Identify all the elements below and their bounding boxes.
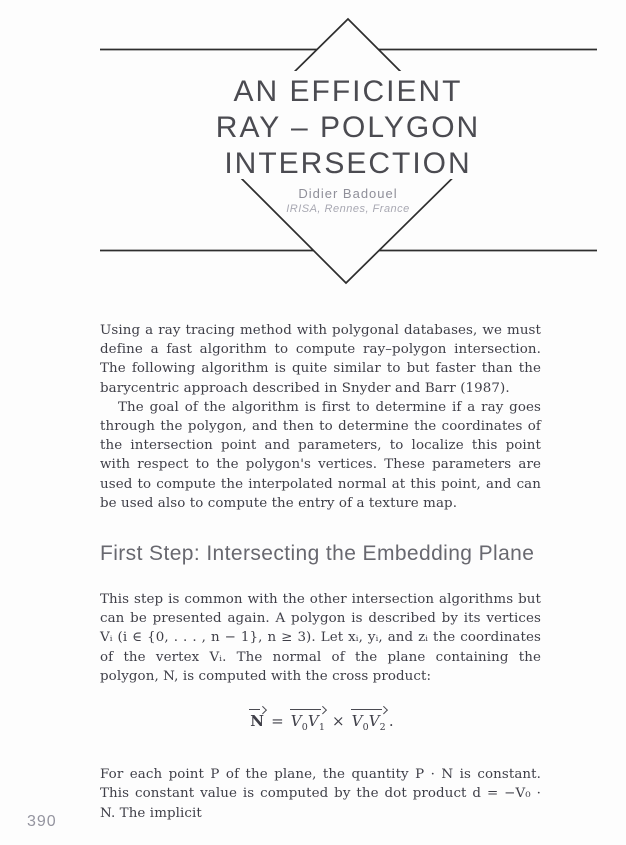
chapter-title-line-1: AN EFFICIENT — [233, 75, 463, 108]
intro-paragraph-1: Using a ray tracing method with polygonal databases, we must define a fast algorithm to compute ray–polygon intersection. The following algorithm is quite similar to but faster than the barycentric approach described in Snyder and Barr (1987). — [100, 323, 541, 396]
chapter-title-line-2: RAY – POLYGON — [215, 111, 481, 144]
chapter-title-block — [160, 74, 536, 216]
equals-sign: = — [271, 712, 284, 731]
normal-symbol: N — [250, 712, 265, 731]
section-paragraph-1: This step is common with the other intersection algorithms but can be presented again. A polygon is described by its vertices Vᵢ (i ∈ {0, . . . , n − 1}, n ≥ 3). Let xᵢ, yᵢ, and zᵢ the coordinates of the vertex Vᵢ. The normal of the plane containing the polygon, N, is computed with the cross product: — [100, 592, 541, 684]
vector-N — [247, 708, 267, 731]
cross-product-formula — [100, 708, 541, 737]
section-paragraph-2: For each point P of the plane, the quantity P · N is constant. This constant value is computed by the dot product d = −V₀ · N. The implicit — [100, 767, 541, 821]
vector-V0V2: $V_0V_2$ — [349, 708, 389, 737]
formula-period: . — [388, 712, 394, 731]
intro-paragraph-2: The goal of the algorithm is first to determine if a ray goes through the polygon, and then to determine the coordinates of the intersection point and parameters, to localize this point with respect to the polygon's vertices. These parameters are used to compute the interpolated normal at this point, and can be used also to compute the entry of a texture map. — [100, 399, 541, 511]
section-heading: First Step: Intersecting the Embedding Plane — [100, 542, 535, 566]
chapter-title-line-3: INTERSECTION — [224, 147, 472, 180]
author-name: Didier Badouel — [298, 186, 398, 201]
body-text — [100, 321, 541, 823]
page-number: 390 — [27, 813, 57, 830]
cross-product-sign: × — [331, 712, 345, 731]
author-affiliation: IRISA, Rennes, France — [286, 203, 410, 215]
vector-V0V1: $V_0V_1$ — [288, 708, 328, 737]
